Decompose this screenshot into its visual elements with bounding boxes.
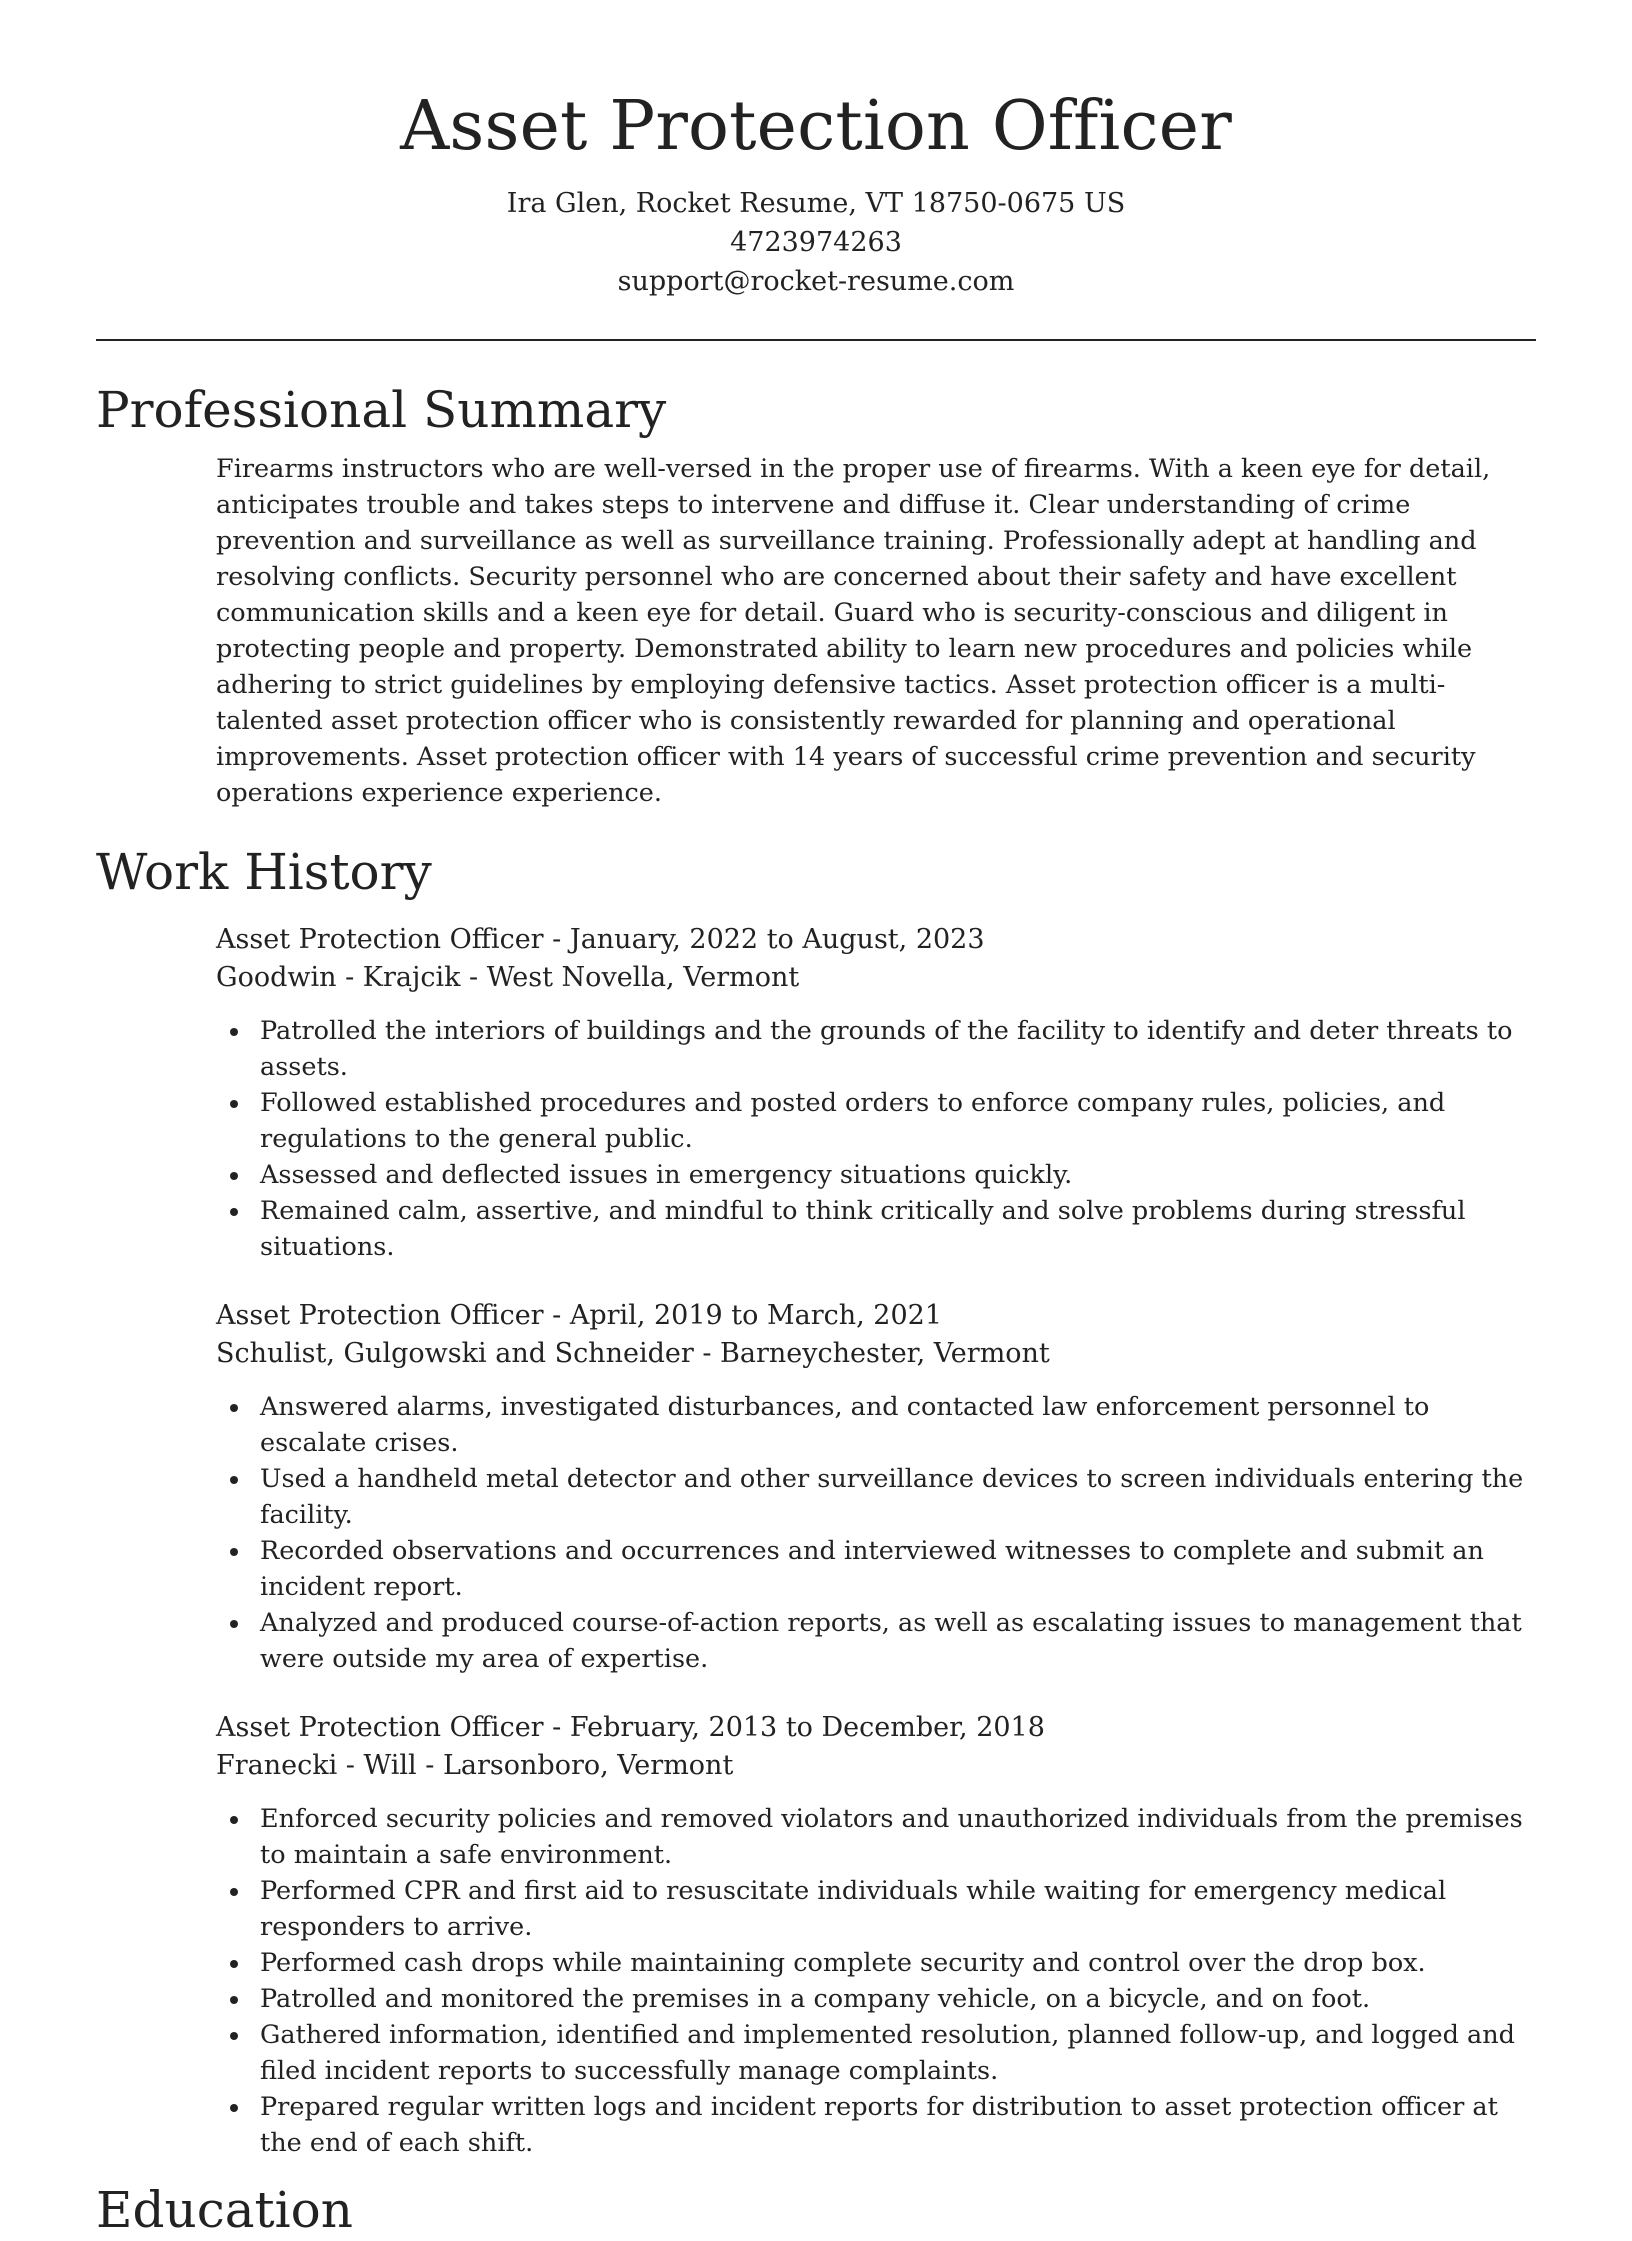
resume-page: [96, 0, 1536, 2239]
duty-item: Recorded observations and occurrences and interviewed witnesses to complete and submit an incident report.: [216, 1533, 1536, 1605]
duty-item: Remained calm, assertive, and mindful to think critically and solve problems during stressful situations.: [216, 1193, 1536, 1265]
job-company-line: [216, 1335, 1536, 1373]
duty-item: Patrolled the interiors of buildings and the grounds of the facility to identify and deter threats to assets.: [216, 1013, 1536, 1085]
job-location: - West Novella, Vermont: [460, 962, 800, 993]
header-divider: [96, 339, 1536, 341]
contact-block: [96, 184, 1536, 301]
job-role: Asset Protection Officer: [216, 924, 544, 955]
resume-header: [96, 0, 1536, 301]
job-title-line: [216, 1709, 1536, 1747]
duty-item: Patrolled and monitored the premises in a company vehicle, on a bicycle, and on foot.: [216, 1981, 1536, 2017]
duty-item: Performed cash drops while maintaining complete security and control over the drop box.: [216, 1945, 1536, 1981]
job-dates: - April, 2019 to March, 2021: [543, 1300, 943, 1331]
duty-item: Assessed and deflected issues in emergency situations quickly.: [216, 1157, 1536, 1193]
job-location: - Larsonboro, Vermont: [416, 1750, 734, 1781]
job-company: Franecki - Will: [216, 1750, 417, 1781]
candidate-name: Asset Protection Officer: [400, 87, 1232, 166]
job-company-line: [216, 959, 1536, 997]
duty-list: [216, 1389, 1536, 1677]
duty-item: Analyzed and produced course-of-action reports, as well as escalating issues to management that were outside my area of expertise.: [216, 1605, 1536, 1677]
education-heading: Education: [96, 2181, 353, 2239]
summary-heading: Professional Summary: [96, 381, 667, 439]
job-entry: [216, 1709, 1536, 2161]
contact-email: support@rocket-resume.com: [617, 266, 1015, 297]
job-entry: [216, 921, 1536, 1265]
job-role: Asset Protection Officer: [216, 1300, 544, 1331]
job-title-line: [216, 1297, 1536, 1335]
work-history-heading: Work History: [96, 843, 432, 901]
duty-item: Prepared regular written logs and incident reports for distribution to asset protection officer at the end of each shift.: [216, 2089, 1536, 2161]
duty-list: [216, 1013, 1536, 1265]
job-role: Asset Protection Officer: [216, 1712, 544, 1743]
job-company: Goodwin - Krajcik: [216, 962, 461, 993]
duty-item: Followed established procedures and posted orders to enforce company rules, policies, and regulations to the general public.: [216, 1085, 1536, 1157]
job-company: Schulist, Gulgowski and Schneider: [216, 1338, 694, 1369]
contact-phone: 4723974263: [730, 227, 902, 258]
duty-item: Used a handheld metal detector and other surveillance devices to screen individuals entering the facility.: [216, 1461, 1536, 1533]
job-dates: - January, 2022 to August, 2023: [543, 924, 985, 955]
job-company-line: [216, 1747, 1536, 1785]
contact-address: Ira Glen, Rocket Resume, VT 18750-0675 US: [506, 188, 1126, 219]
job-title-line: [216, 921, 1536, 959]
duty-item: Performed CPR and first aid to resuscitate individuals while waiting for emergency medical responders to arrive.: [216, 1873, 1536, 1945]
duty-item: Enforced security policies and removed violators and unauthorized individuals from the premises to maintain a safe environment.: [216, 1801, 1536, 1873]
duty-list: [216, 1801, 1536, 2161]
duty-item: Gathered information, identified and implemented resolution, planned follow-up, and logged and filed incident reports to successfully manage complaints.: [216, 2017, 1536, 2089]
job-dates: - February, 2013 to December, 2018: [543, 1712, 1045, 1743]
summary-text: Firearms instructors who are well-versed in the proper use of firearms. With a keen eye for detail, anticipates trouble and takes steps to intervene and diffuse it. Clear understanding of crime prevention and surveillance as well as surveillance training. Professionally adept at handling and resolving conflicts. Security personnel who are concerned about their safety and have excellent communication skills and a keen eye for detail. Guard who is security-conscious and diligent in protecting people and property. Demonstrated ability to learn new procedures and policies while adhering to strict guidelines by employing defensive tactics. Asset protection officer is a multi-talented asset protection officer who is consistently rewarded for planning and operational improvements. Asset protection officer with 14 years of successful crime prevention and security operations experience experience.: [216, 454, 1491, 808]
job-entry: [216, 1297, 1536, 1677]
duty-item: Answered alarms, investigated disturbances, and contacted law enforcement personnel to escalate crises.: [216, 1389, 1536, 1461]
job-location: - Barneychester, Vermont: [693, 1338, 1050, 1369]
